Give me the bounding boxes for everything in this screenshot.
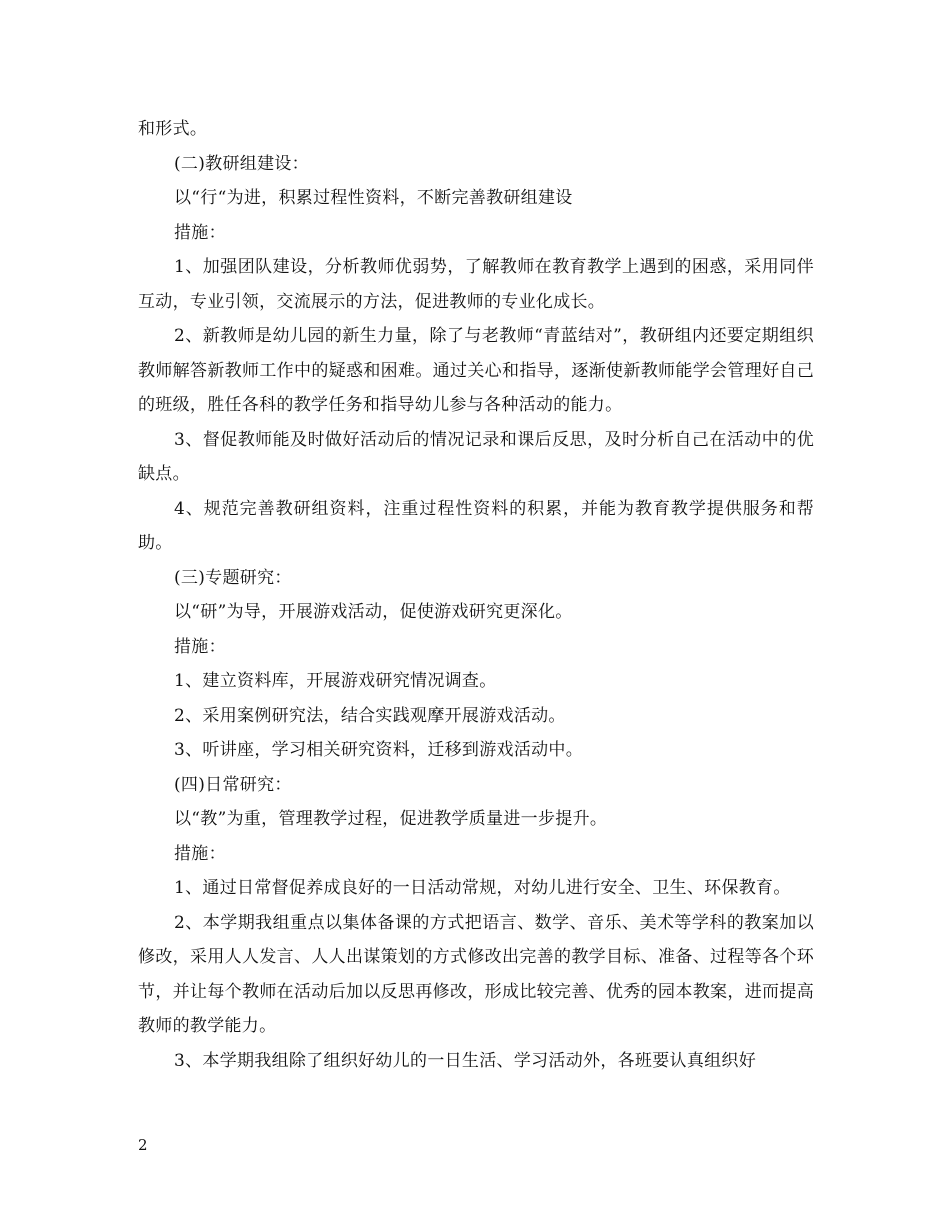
paragraph: 措施： — [174, 222, 226, 243]
paragraph: 2、新教师是幼儿园的新生力量，除了与老教师“青蓝结对”，教研组内还要定期组织教师解答新教师工作中的疑惑和困难。通过关心和指导，逐渐使新教师能学会管理好自己的班级，胜任各科的教学任务和指导幼儿参与各种活动的能力。 — [138, 326, 814, 415]
paragraph: 措施： — [174, 843, 226, 864]
paragraph: 措施： — [174, 636, 226, 657]
paragraph: (三)专题研究： — [174, 567, 292, 588]
paragraph: 3、本学期我组除了组织好幼儿的一日生活、学习活动外，各班要认真组织好 — [174, 1050, 757, 1071]
paragraph: 以“行“为进，积累过程性资料，不断完善教研组建设 — [174, 188, 573, 208]
paragraph: 2、本学期我组重点以集体备课的方式把语言、数学、音乐、美术等学科的教案加以修改，采用人人发言、人人出谋策划的方式修改出完善的教学目标、准备、过程等各个环节，并让每个教师在活动后加以反思再修改，形成比较完善、优秀的园本教案，进而提高教师的教学能力。 — [138, 912, 814, 1036]
paragraph: 以“教”为重，管理教学过程，促进教学质量进一步提升。 — [174, 809, 608, 829]
paragraph: 3、听讲座，学习相关研究资料，迁移到游戏活动中。 — [174, 740, 584, 760]
paragraph: 1、通过日常督促养成良好的一日活动常规，对幼儿进行安全、卫生、环保教育。 — [174, 878, 791, 898]
paragraph: 1、建立资料库，开展游戏研究情况调查。 — [174, 671, 497, 691]
paragraph: 以“研”为导，开展游戏活动，促使游戏研究更深化。 — [174, 602, 573, 622]
paragraph: 和形式。 — [138, 119, 208, 139]
paragraph: (四)日常研究： — [174, 774, 292, 795]
paragraph: 4、规范完善教研组资料，注重过程性资料的积累，并能为教育教学提供服务和帮助。 — [138, 498, 814, 553]
paragraph: (二)教研组建设： — [174, 153, 309, 174]
document-body — [138, 112, 814, 1078]
paragraph: 3、督促教师能及时做好活动后的情况记录和课后反思，及时分析自己在活动中的优缺点。 — [138, 429, 814, 484]
paragraph: 2、采用案例研究法，结合实践观摩开展游戏活动。 — [174, 705, 566, 726]
page-number: 2 — [138, 1136, 148, 1154]
paragraph: 1、加强团队建设，分析教师优弱势，了解教师在教育教学上遇到的困惑，采用同伴互动，专业引领，交流展示的方法，促进教师的专业化成长。 — [138, 257, 814, 312]
